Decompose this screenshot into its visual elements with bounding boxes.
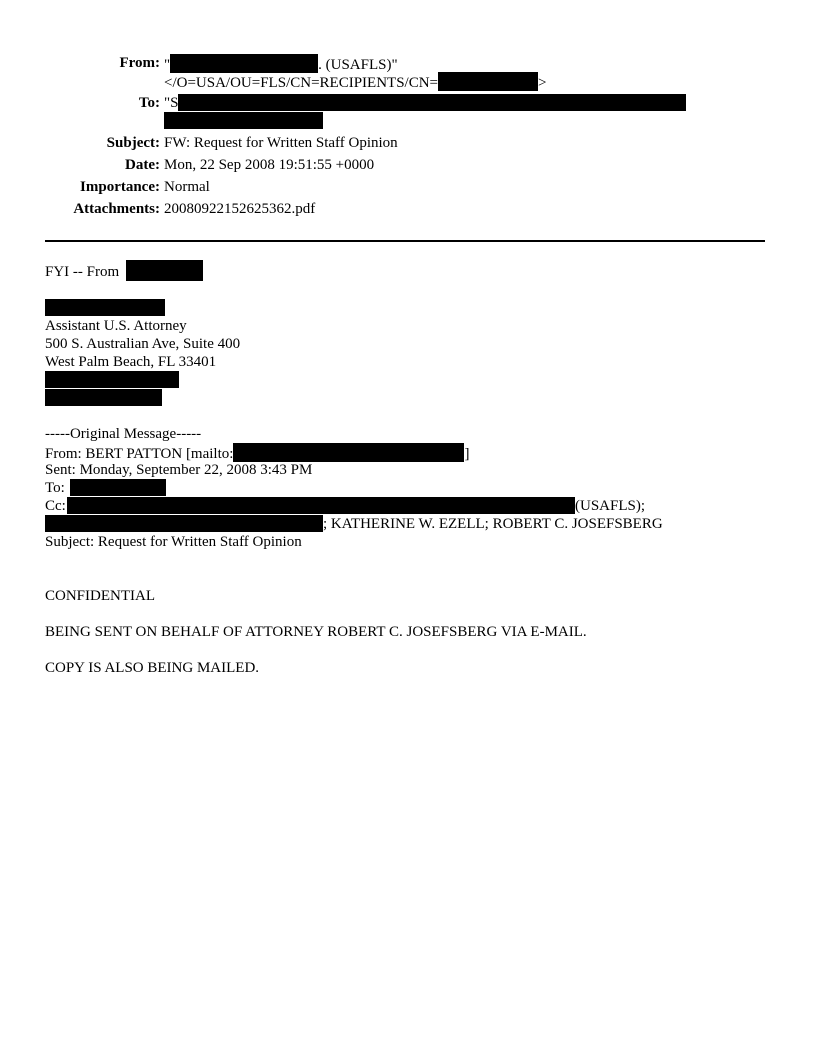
redaction-block	[233, 443, 464, 462]
importance-value: Normal	[164, 179, 210, 195]
from-address-prefix: </O=USA/OU=FLS/CN=RECIPIENTS/CN=	[164, 75, 438, 91]
original-from-prefix: From: BERT PATTON [mailto:	[45, 446, 234, 462]
original-sent: Sent: Monday, September 22, 2008 3:43 PM	[45, 462, 313, 478]
redaction-block	[45, 515, 323, 532]
redaction-block	[45, 371, 179, 388]
original-cc-suffix: (USAFLS);	[575, 498, 646, 514]
original-cc-label: Cc:	[45, 498, 66, 514]
redaction-block	[178, 94, 686, 111]
to-value	[164, 94, 178, 112]
subject-label: Subject:	[106, 135, 160, 151]
from-address-suffix: >	[538, 75, 547, 91]
from-label: From:	[119, 55, 160, 71]
fyi-text: FYI -- From	[45, 264, 120, 280]
redaction-block	[438, 72, 538, 91]
redaction-block	[164, 112, 323, 129]
date-label: Date:	[125, 157, 160, 173]
from-address	[164, 72, 546, 92]
from-prefix: "	[164, 57, 171, 73]
original-cc-line2: ; KATHERINE W. EZELL; ROBERT C. JOSEFSBERG	[323, 516, 663, 532]
redaction-block	[45, 299, 165, 316]
redaction-block	[67, 497, 575, 514]
to-label: To:	[138, 95, 160, 111]
importance-label: Importance:	[80, 179, 160, 195]
subject-value: FW: Request for Written Staff Opinion	[164, 135, 398, 151]
original-message-separator: -----Original Message-----	[45, 426, 202, 442]
from-suffix: . (USAFLS)"	[318, 57, 398, 73]
paragraph-mailed: COPY IS ALSO BEING MAILED.	[45, 660, 260, 676]
date-value: Mon, 22 Sep 2008 19:51:55 +0000	[164, 157, 375, 173]
original-to-label: To:	[45, 480, 65, 496]
original-from-suffix: ]	[464, 446, 470, 462]
original-to	[45, 479, 65, 497]
paragraph-confidential: CONFIDENTIAL	[45, 588, 155, 604]
redaction-block	[45, 389, 162, 406]
paragraph-on-behalf: BEING SENT ON BEHALF OF ATTORNEY ROBERT C. JOSEFSBERG VIA E-MAIL.	[45, 624, 587, 640]
from-value	[164, 54, 398, 74]
original-subject: Subject: Request for Written Staff Opinion	[45, 534, 302, 550]
redaction-block	[70, 479, 166, 496]
to-prefix: "S	[164, 95, 179, 111]
signature-title: Assistant U.S. Attorney	[45, 318, 187, 334]
original-cc	[45, 497, 66, 515]
redaction-block	[126, 260, 203, 281]
signature-address-2: West Palm Beach, FL 33401	[45, 354, 217, 370]
original-from	[45, 443, 469, 463]
attachment-link[interactable]: 20080922152625362.pdf	[164, 201, 316, 217]
header-divider	[45, 240, 765, 242]
fyi-line	[45, 263, 119, 281]
signature-address-1: 500 S. Australian Ave, Suite 400	[45, 336, 241, 352]
attachments-label: Attachments:	[73, 201, 160, 217]
redaction-block	[170, 54, 318, 73]
